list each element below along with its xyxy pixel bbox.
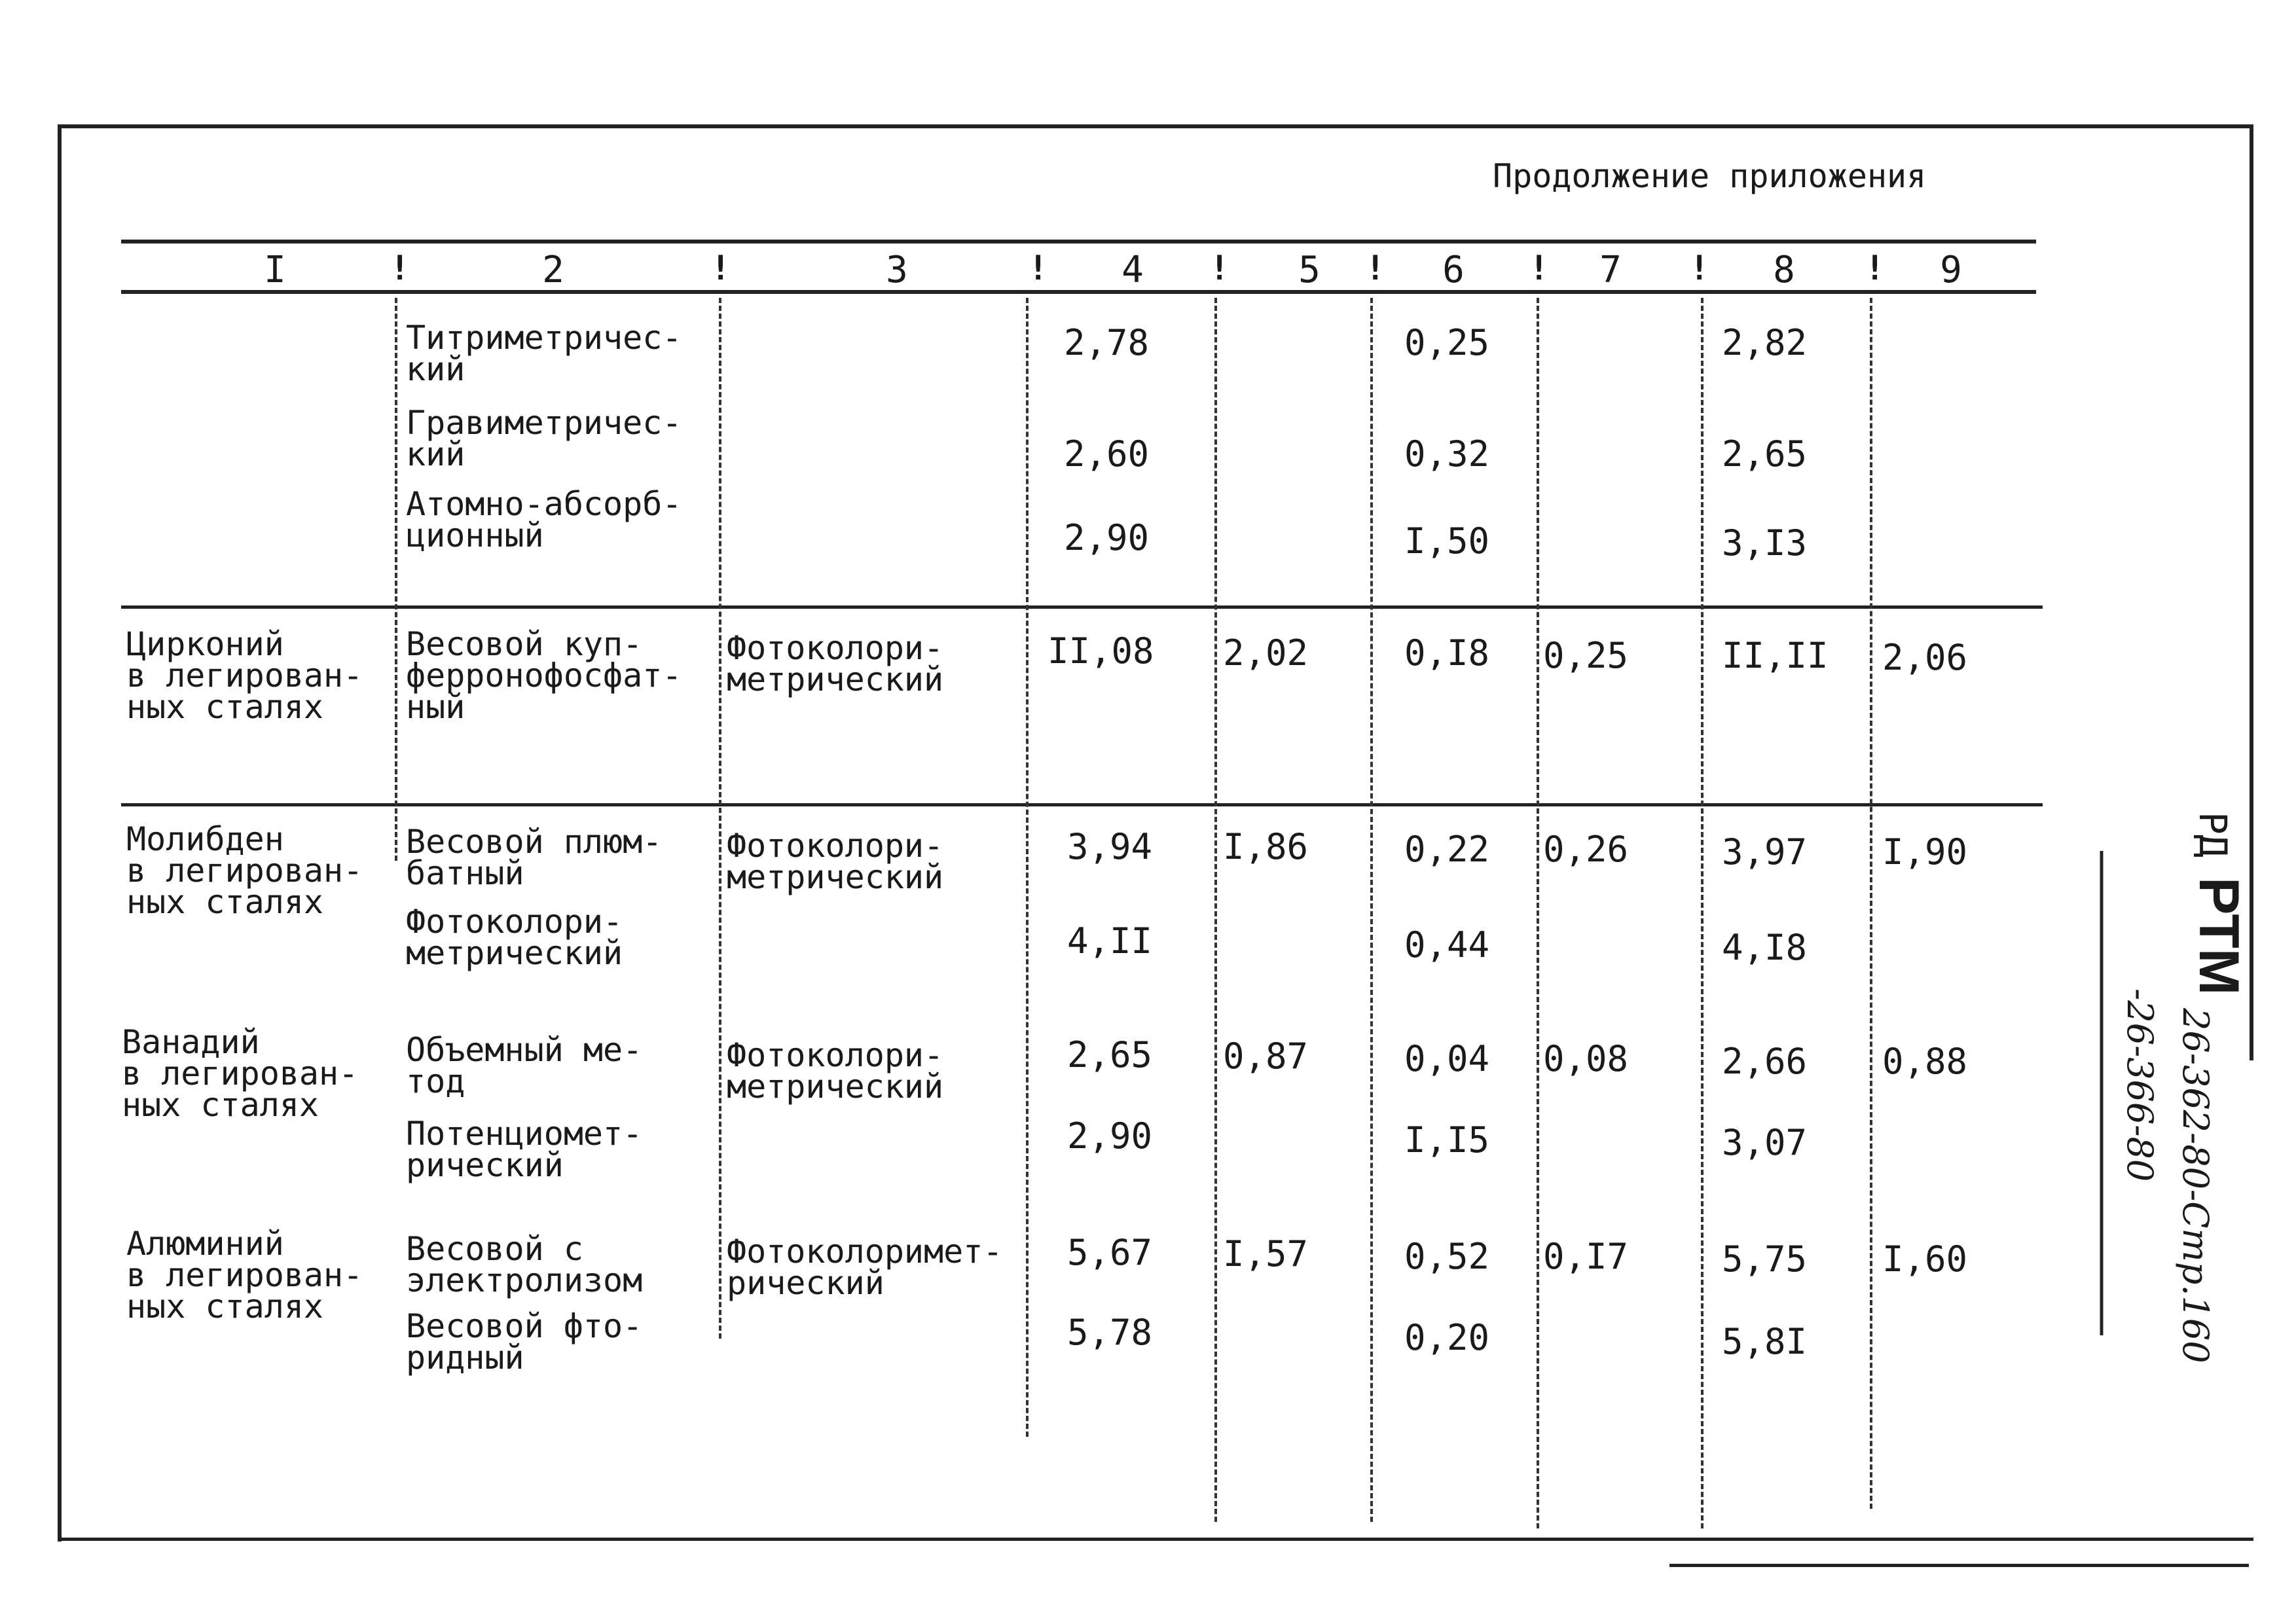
value-cell: I,I5 (1404, 1119, 1490, 1161)
value-cell: 5,78 (1067, 1312, 1153, 1353)
value-cell: 2,90 (1064, 517, 1150, 558)
column-number: 3 (886, 249, 908, 291)
column-separator-mark: ! (710, 249, 731, 288)
column-separator-mark: ! (390, 249, 410, 288)
value-cell: II,08 (1048, 630, 1154, 672)
page-frame-left (58, 124, 62, 1542)
column-separator-mark: ! (1865, 249, 1886, 288)
value-cell: 2,02 (1223, 632, 1309, 674)
column-number: 6 (1442, 249, 1465, 291)
element-cell: Цирконий в легирован- ных сталях (126, 625, 363, 726)
value-cell: 3,07 (1722, 1122, 1808, 1163)
column-divider (1370, 298, 1373, 1522)
value-cell: I,60 (1882, 1238, 1968, 1280)
value-cell: 0,25 (1543, 635, 1629, 676)
value-cell: 0,88 (1882, 1041, 1968, 1082)
value-cell: 0,25 (1404, 322, 1490, 363)
column-number: I (264, 249, 286, 291)
value-cell: 3,94 (1067, 826, 1153, 867)
stamp-code: РТМ (2187, 877, 2250, 996)
value-cell: II,II (1722, 635, 1829, 676)
value-cell: 0,I8 (1404, 632, 1490, 674)
value-cell: 2,65 (1067, 1034, 1153, 1075)
value-cell: 0,44 (1404, 924, 1490, 965)
method-cell: Весовой фто- ридный (406, 1307, 643, 1377)
value-cell: 0,I7 (1543, 1236, 1629, 1277)
stamp-prefix: РД (2191, 812, 2235, 857)
column-divider (1870, 298, 1872, 1509)
column-divider (1537, 298, 1539, 1528)
method2-cell: Фотоколори- метрический (727, 827, 944, 896)
document-code-stamp (2043, 812, 2265, 1401)
method-cell: Весовой плюм- батный (406, 823, 663, 892)
method-cell: Фотоколори- метрический (406, 903, 623, 972)
value-cell: 3,I3 (1722, 522, 1808, 564)
section-divider (121, 605, 2043, 609)
value-cell: 4,I8 (1722, 927, 1808, 968)
column-divider (1701, 298, 1704, 1528)
column-divider (395, 298, 397, 861)
value-cell: 0,26 (1543, 829, 1629, 870)
section-divider (121, 803, 2043, 806)
value-cell: 0,22 (1404, 829, 1490, 870)
page-caption: Продолжение приложения (1493, 157, 1927, 195)
value-cell: 5,67 (1067, 1232, 1153, 1273)
value-cell: I,50 (1404, 520, 1490, 562)
value-cell: I,90 (1882, 831, 1968, 873)
column-divider (719, 298, 721, 1339)
column-number: 7 (1599, 249, 1622, 291)
column-separator-mark: ! (1365, 249, 1386, 288)
value-cell: 3,97 (1722, 831, 1808, 873)
method2-cell: Фотоколоримет- рический (727, 1233, 1003, 1302)
method-cell: Весовой с электролизом (406, 1230, 643, 1299)
value-cell: I,57 (1223, 1233, 1309, 1274)
column-separator-mark: ! (1689, 249, 1710, 288)
method-cell: Атомно-абсорб- ционный (406, 485, 682, 554)
method2-cell: Фотоколори- метрический (727, 1036, 944, 1106)
element-cell: Алюминий в легирован- ных сталях (126, 1225, 363, 1326)
stamp-line2: -26-366-80 (2119, 988, 2160, 1182)
method-cell: Весовой куп- ферронофосфат- ный (406, 625, 682, 726)
column-separator-mark: ! (1529, 249, 1550, 288)
value-cell: 2,78 (1064, 322, 1150, 363)
value-cell: 0,52 (1404, 1236, 1490, 1277)
page-bottom-line (1669, 1564, 2249, 1567)
column-separator-mark: ! (1028, 249, 1049, 288)
page-frame-top (59, 124, 2253, 128)
value-cell: 5,75 (1722, 1238, 1808, 1280)
column-divider (1214, 298, 1217, 1522)
value-cell: 2,06 (1882, 637, 1968, 678)
column-number: 8 (1773, 249, 1795, 291)
element-cell: Ванадий в легирован- ных сталях (122, 1023, 359, 1124)
value-cell: 0,20 (1404, 1317, 1490, 1358)
value-cell: 2,66 (1722, 1041, 1808, 1082)
column-number: 4 (1121, 249, 1144, 291)
value-cell: 4,II (1067, 920, 1153, 962)
value-cell: 2,82 (1722, 322, 1808, 363)
method-cell: Гравиметричес- кий (406, 404, 682, 473)
column-number: 9 (1940, 249, 1962, 291)
value-cell: I,86 (1223, 826, 1309, 867)
value-cell: 5,8I (1722, 1321, 1808, 1362)
value-cell: 2,90 (1067, 1115, 1153, 1157)
method-cell: Потенциомет- рический (406, 1115, 643, 1184)
value-cell: 0,04 (1404, 1038, 1490, 1079)
method-cell: Титриметричес- кий (406, 319, 682, 388)
page-frame-bottom (59, 1538, 2253, 1541)
value-cell: 0,08 (1543, 1038, 1629, 1079)
column-divider (1026, 298, 1029, 1437)
element-cell: Молибден в легирован- ных сталях (126, 820, 363, 921)
value-cell: 2,65 (1722, 433, 1808, 475)
column-separator-mark: ! (1209, 249, 1230, 288)
method-cell: Объемный ме- тод (406, 1031, 643, 1100)
value-cell: 2,60 (1064, 433, 1150, 475)
method2-cell: Фотоколори- метрический (727, 629, 944, 698)
column-number: 5 (1298, 249, 1321, 291)
value-cell: 0,87 (1223, 1036, 1309, 1077)
stamp-line1: 26-362-80-Стр.160 (2175, 1008, 2216, 1363)
column-number: 2 (542, 249, 564, 291)
table-top-rule (121, 240, 2036, 244)
value-cell: 0,32 (1404, 433, 1490, 475)
